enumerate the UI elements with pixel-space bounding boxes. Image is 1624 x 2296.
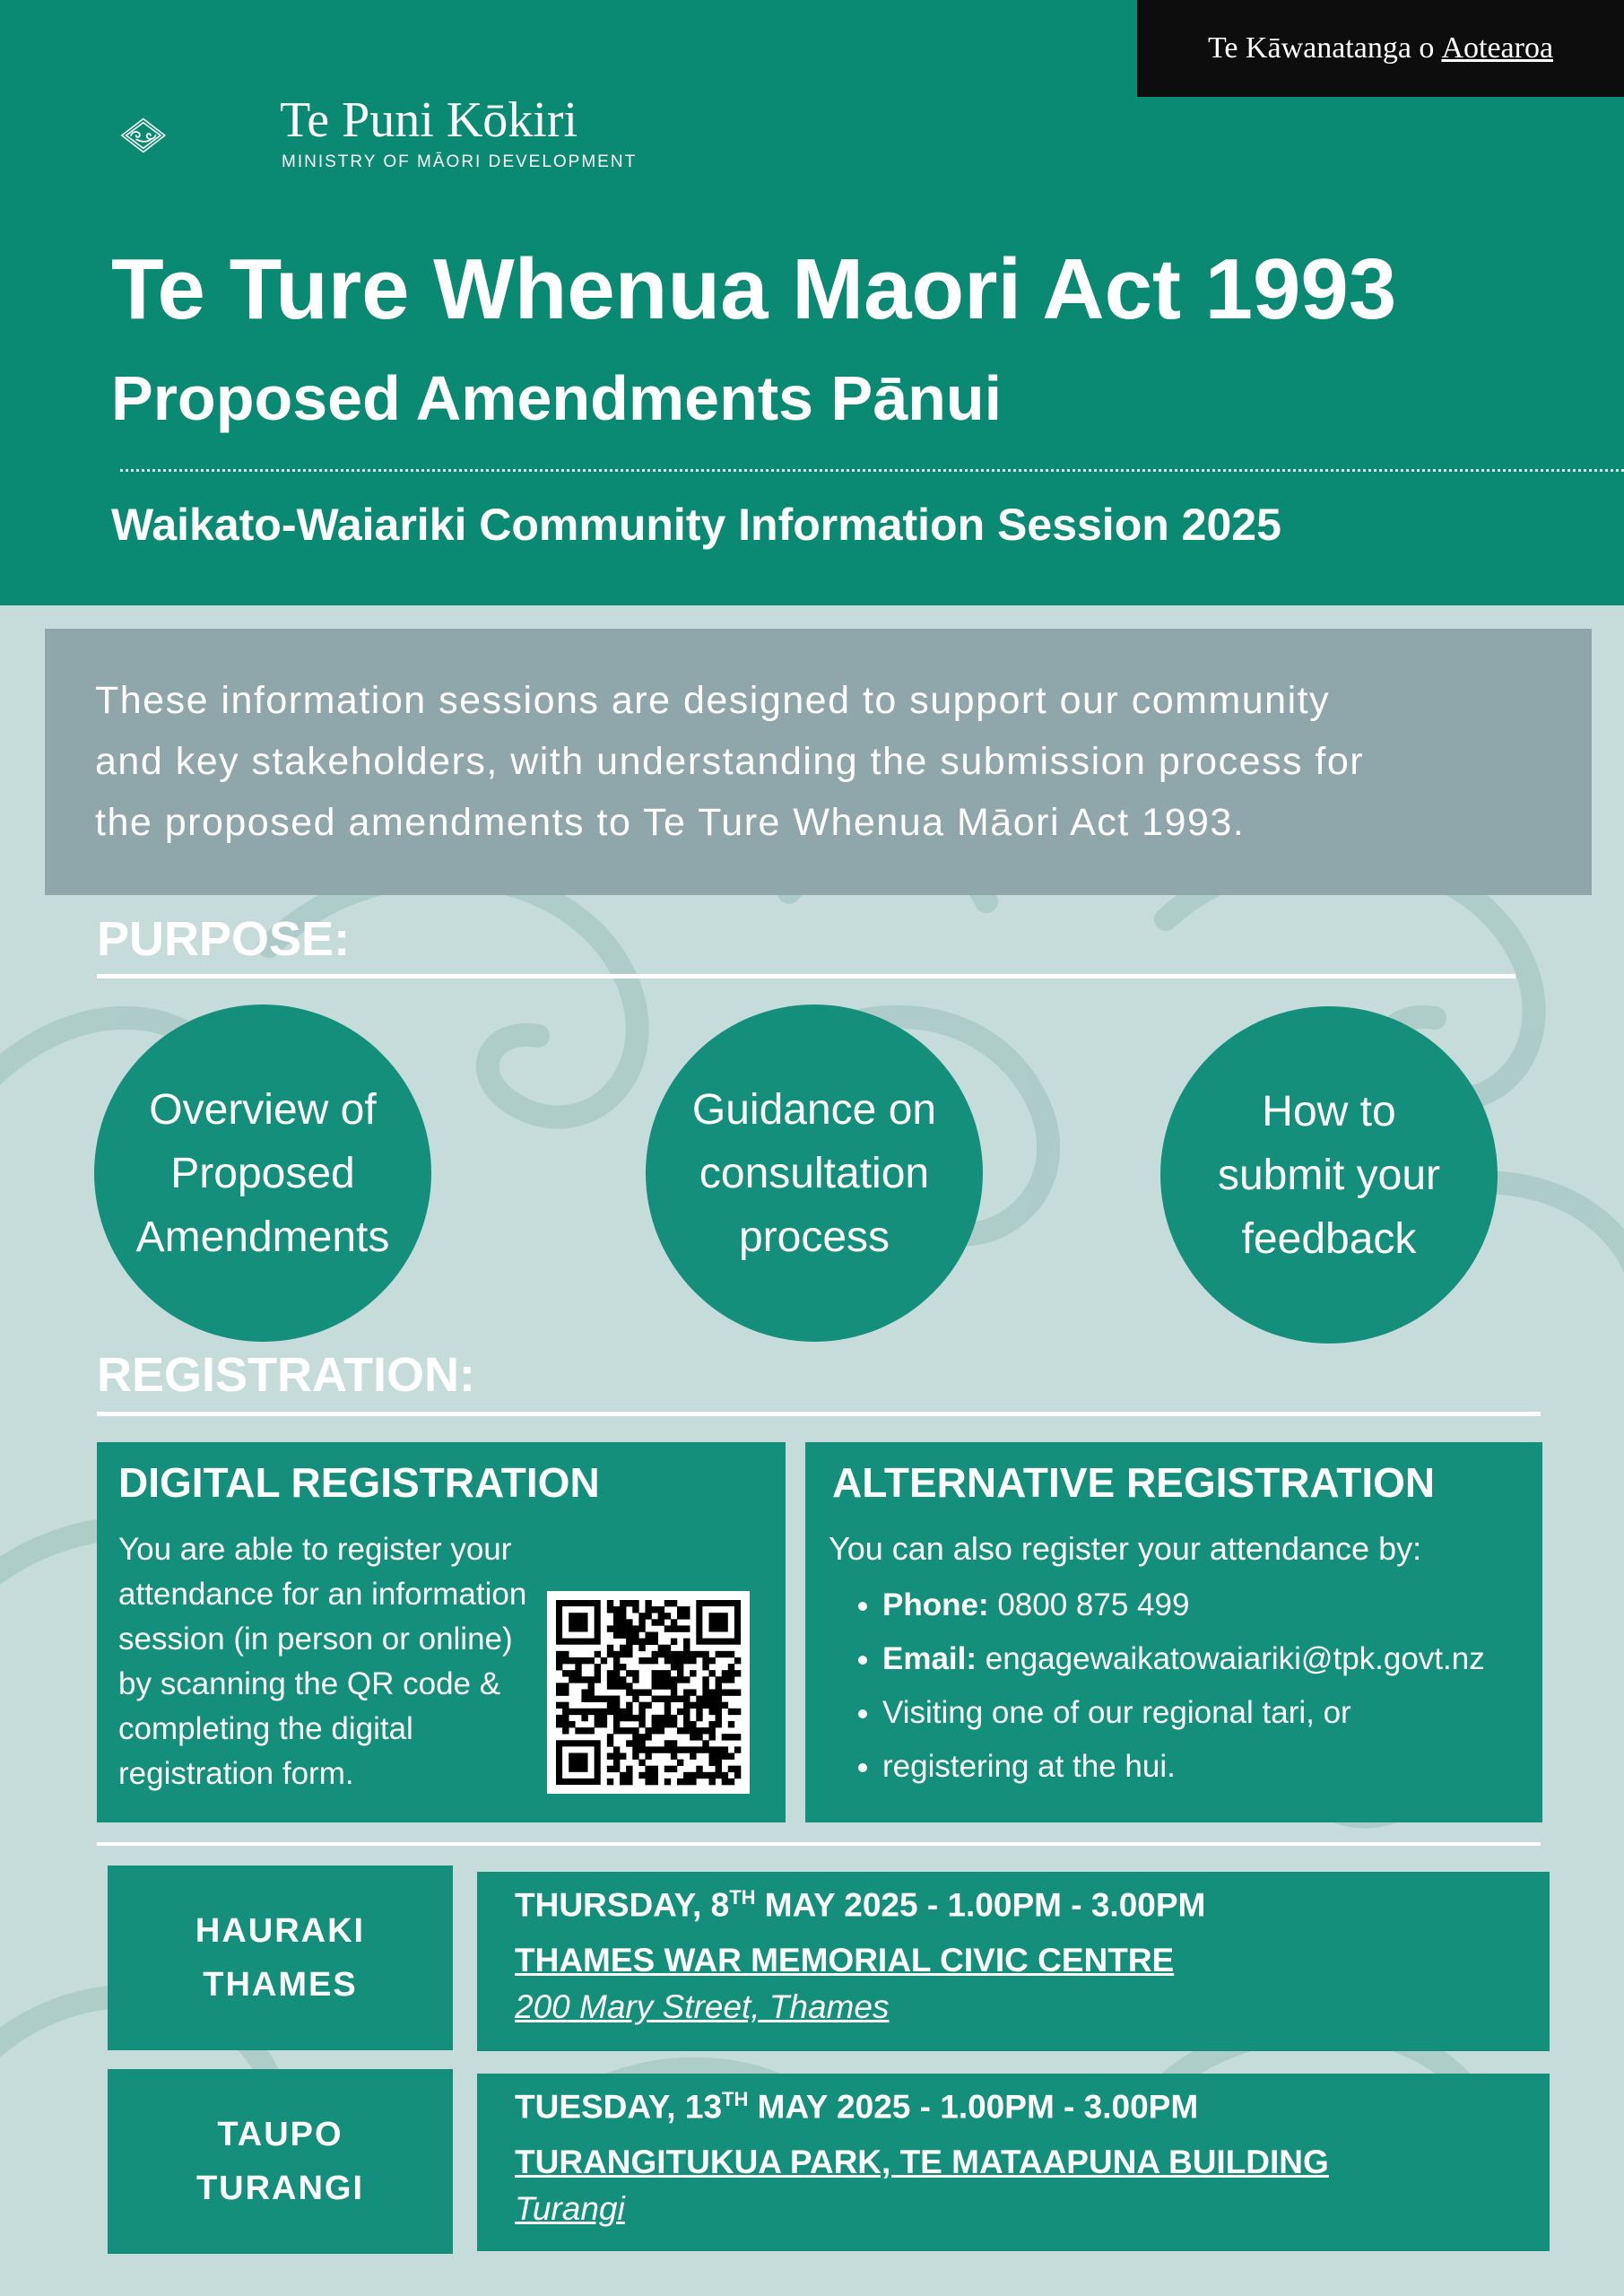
- digital-line: attendance for an information: [118, 1577, 527, 1612]
- event-town: TURANGI: [195, 2170, 365, 2207]
- phone-number[interactable]: 0800 875 499: [997, 1587, 1190, 1622]
- alternative-list: [829, 1578, 1485, 1794]
- qr-code-image: [547, 1591, 750, 1794]
- list-item: [882, 1578, 1485, 1632]
- purpose-circle-feedback: [1160, 1006, 1498, 1344]
- purpose-circle-overview: [94, 1004, 431, 1342]
- digital-line: completing the digital: [118, 1711, 413, 1746]
- intro-line: These information sessions are designed to support our community: [95, 679, 1331, 722]
- circle-line: process: [738, 1213, 890, 1261]
- circle-line: How to: [1262, 1087, 1396, 1135]
- circle-line: Guidance on: [691, 1085, 937, 1134]
- page-subtitle: Proposed Amendments Pānui: [111, 363, 1003, 433]
- purpose-heading: PURPOSE:: [97, 912, 351, 966]
- event-location-hauraki: [108, 1866, 453, 2050]
- event-region: HAURAKI: [195, 1912, 366, 1950]
- registration-heading: REGISTRATION:: [97, 1348, 475, 1402]
- list-item: • Visiting one of our regional tari, or: [882, 1686, 1485, 1740]
- event-day-suffix: TH: [722, 2088, 749, 2110]
- registration-rule: [97, 1412, 1541, 1416]
- event-details-hauraki: [477, 1872, 1550, 2051]
- digital-registration-text: [118, 1527, 558, 1796]
- purpose-rule: [97, 974, 1515, 978]
- event-date: [515, 2088, 1198, 2126]
- circle-line: feedback: [1241, 1214, 1417, 1263]
- event-date-rest: MAY 2025 - 1.00PM - 3.00PM: [755, 1886, 1206, 1924]
- government-bar: [1137, 0, 1624, 97]
- event-region: TAUPO: [217, 2116, 343, 2153]
- digital-registration-panel: [97, 1442, 786, 1822]
- circle-line: consultation: [699, 1149, 930, 1197]
- digital-line: You are able to register your: [118, 1532, 512, 1567]
- event-address[interactable]: 200 Mary Street, Thames: [515, 1988, 890, 2025]
- event-date-rest: MAY 2025 - 1.00PM - 3.00PM: [748, 2088, 1199, 2126]
- page-title: Te Ture Whenua Maori Act 1993: [111, 241, 1397, 337]
- intro-line: and key stakeholders, with understanding the submission process for: [95, 740, 1365, 783]
- event-day: TUESDAY, 13: [515, 2088, 723, 2126]
- event-venue[interactable]: TURANGITUKUA PARK, TE MATAAPUNA BUILDING: [515, 2144, 1329, 2180]
- logo-title: Te Puni Kōkiri: [280, 92, 578, 148]
- alternative-intro: You can also register your attendance by:: [829, 1530, 1422, 1567]
- circle-line: Overview of: [149, 1085, 377, 1134]
- alternative-registration-heading: ALTERNATIVE REGISTRATION: [832, 1459, 1436, 1506]
- circle-line: Proposed: [170, 1149, 355, 1197]
- event-day: THURSDAY, 8: [515, 1886, 730, 1924]
- email-address[interactable]: engagewaikatowaiariki@tpk.govt.nz: [985, 1641, 1485, 1676]
- govt-suffix: Aotearoa: [1441, 31, 1554, 65]
- circle-line: Amendments: [135, 1213, 390, 1261]
- phone-label: Phone:: [882, 1587, 989, 1622]
- event-location-taupo: [108, 2069, 453, 2254]
- circle-line: submit your: [1217, 1151, 1441, 1199]
- event-day-suffix: TH: [729, 1886, 756, 1909]
- govt-prefix: Te Kāwanatanga o: [1207, 31, 1435, 65]
- events-rule: [97, 1842, 1541, 1846]
- email-label: Email:: [882, 1641, 977, 1676]
- event-venue[interactable]: THAMES WAR MEMORIAL CIVIC CENTRE: [515, 1942, 1175, 1979]
- digital-line: registration form.: [118, 1756, 354, 1791]
- te-puni-kokiri-logo: [120, 77, 273, 194]
- logo-subtitle: MINISTRY OF MĀORI DEVELOPMENT: [282, 152, 638, 171]
- digital-registration-heading: DIGITAL REGISTRATION: [118, 1459, 600, 1506]
- purpose-circle-guidance: [646, 1004, 983, 1342]
- alternative-registration-panel: [805, 1442, 1542, 1822]
- dotted-divider: [120, 469, 1624, 472]
- intro-line: the proposed amendments to Te Ture Whenua Māori Act 1993.: [95, 801, 1246, 844]
- session-title: Waikato-Waiariki Community Information Session 2025: [111, 500, 1281, 550]
- intro-box: [45, 629, 1592, 895]
- digital-line: by scanning the QR code &: [118, 1666, 501, 1701]
- event-town: THAMES: [203, 1966, 358, 2004]
- digital-line: session (in person or online): [118, 1622, 513, 1657]
- event-date: [515, 1886, 1205, 1924]
- list-item: [882, 1632, 1485, 1686]
- event-details-taupo: [477, 2074, 1550, 2251]
- event-address[interactable]: Turangi: [515, 2190, 625, 2227]
- list-item: • registering at the hui.: [882, 1740, 1485, 1794]
- qr-code[interactable]: [547, 1591, 750, 1794]
